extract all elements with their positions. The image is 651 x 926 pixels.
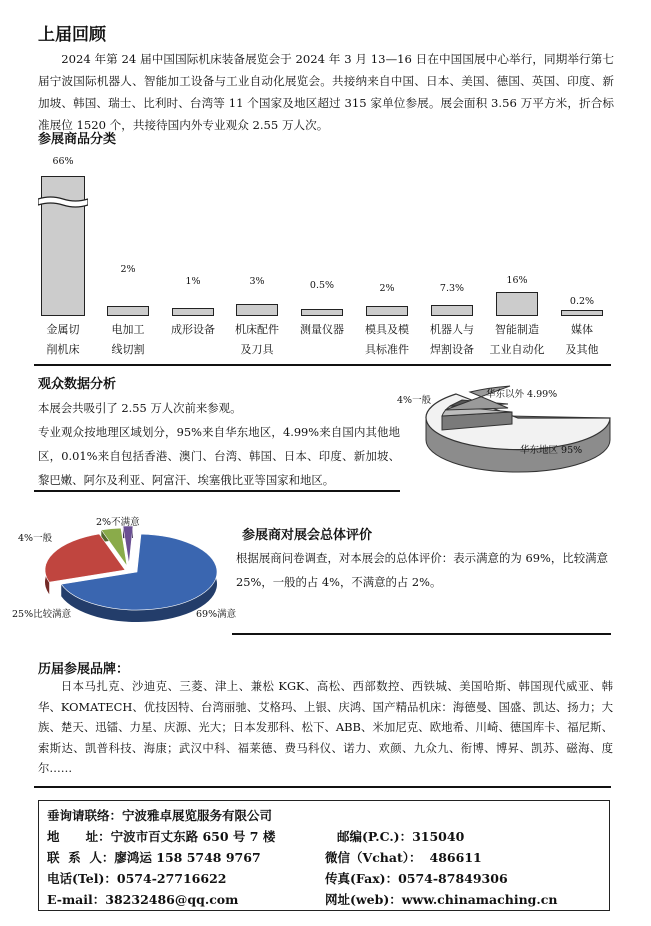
eval-label-unsatisfied: 2%不满意 (96, 517, 140, 528)
evaluation-title: 参展商对展会总体评价 (242, 528, 373, 543)
category-label-7: 智能制造 工业自动化 (489, 323, 545, 356)
contact-email-row (47, 890, 238, 908)
fax-label: 传真(Fax)： (325, 871, 399, 886)
wechat-label: 微信（Vchat）： (325, 850, 422, 865)
bar-8 (561, 310, 603, 316)
contact-fax-row (325, 869, 508, 887)
eval-label-satisfied: 69%满意 (196, 609, 237, 620)
category-label-5: 模具及模 具标准件 (365, 323, 409, 356)
wechat-value: 486611 (429, 850, 482, 865)
tel-label: 电话(Tel)： (47, 871, 117, 886)
audience-title: 观众数据分析 (38, 377, 117, 392)
address-value: 宁波市百丈东路 650 号 7 楼 (110, 829, 276, 844)
postcode-value: 315040 (412, 829, 465, 844)
email-label: E-mail： (47, 892, 106, 907)
review-paragraph: 2024 年第 24 届中国国际机床装备展览会于 2024 年 3 月 13—16 日在中国国展中心举行，同期举行第七届宁波国际机器人、智能加工设备与工业自动化展览会。共接纳来自中国、日本、美国、德国、英国、印度、新加坡、韩国、瑞士、比利时、台湾等 11 个国家及地区超过 315 家单位参展。展会面积 3.56 万平方米，折合标准展位 1520 个，共接待国内外专业观众 2.55 万人次。 (38, 52, 614, 132)
eval-label-fairly-satisfied: 25%比较满意 (12, 609, 72, 620)
postcode-label: 邮编(P.C.)： (337, 829, 413, 844)
audience-line2: 专业观众按地理区域划分，95%来自华东地区，4.99%来自国内其他地区，0.01%来自包括香港、澳门、台湾、韩国、日本、印度、新加坡、黎巴嫩、阿尔及利亚、阿富汗、埃塞俄比亚等国家和地区。 (38, 425, 400, 487)
contact-heading-label: 垂询请联络： (47, 808, 123, 823)
evaluation-text: 根据展商问卷调查，对本展会的总体评价：表示满意的为 69%，比较满意 25%，一般的占 4%，不满意的占 2%。 (236, 551, 608, 589)
axis-break-icon (38, 196, 88, 208)
bar-label-2: 1% (185, 276, 201, 287)
category-label-8: 媒体 及其他 (565, 323, 599, 356)
category-label-2: 成形设备 (171, 323, 215, 336)
contact-box (38, 800, 610, 911)
web-label: 网址(web)： (325, 892, 402, 907)
bar-label-7: 16% (506, 275, 528, 286)
bar-3 (236, 304, 278, 316)
contact-company: 宁波雅卓展览服务有限公司 (122, 808, 273, 823)
bar-label-3: 3% (249, 276, 265, 287)
category-label-4: 测量仪器 (300, 323, 344, 336)
contact-tel-row (47, 869, 226, 887)
email-link[interactable]: 38232486@qq.com (105, 892, 239, 907)
category-label-3: 机床配件 及刀具 (235, 323, 279, 356)
region-label-overseas: 4%一般 (397, 395, 432, 406)
audience-line1: 本展会共吸引了 2.55 万人次前来参观。 (38, 401, 242, 415)
review-title: 上届回顾 (38, 25, 106, 45)
divider (34, 490, 400, 492)
contact-address-row (47, 827, 275, 845)
bar-label-1: 2% (120, 264, 136, 275)
bar-label-8: 0.2% (569, 296, 595, 307)
divider (34, 364, 611, 366)
contact-wechat-row (325, 848, 482, 866)
web-link[interactable]: www.chinamaching.cn (401, 892, 558, 907)
category-label-1: 电加工 线切割 (111, 323, 145, 356)
bar-2 (172, 308, 214, 316)
brands-text: 日本马扎克、沙迪克、三菱、津上、兼松 KGK、高松、西部数控、西铁城、美国哈斯、韩国现代威亚、韩华、KOMATECH、优技因特、台湾丽驰、艾格玛、上银、庆鸿、国产精品机床：海德曼、国盛、凯达、扬力；大族、楚天、迅镭、力星、庆源、光大；日本发那科、松下、ABB、米加尼克、欧地希、川崎、德国库卡、福尼斯、索斯达、凯普科技、海康；武汉中科、福莱德、费马科仪、诺力、欢颜、九众九、衔博、博昇、凯苏、磁海、度尔…… (38, 679, 613, 775)
tel-value: 0574-27716622 (116, 871, 227, 886)
bar-7 (496, 292, 538, 316)
contact-postcode-row (337, 827, 464, 845)
bar-label-5: 2% (379, 283, 395, 294)
bar-1 (107, 306, 149, 316)
bar-6 (431, 305, 473, 316)
bar-label-0: 66% (52, 156, 74, 167)
person-label: 联 系 人： (47, 850, 115, 865)
contact-web-row (325, 890, 557, 908)
categories-title: 参展商品分类 (38, 132, 117, 147)
fax-value: 0574-87849306 (398, 871, 508, 886)
eval-label-average: 4%一般 (18, 533, 53, 544)
bar-label-4: 0.5% (309, 280, 335, 291)
region-label-east: 华东地区 95% (520, 445, 583, 456)
category-label-0: 金属切 削机床 (46, 323, 80, 356)
divider (232, 633, 611, 635)
bar-5 (366, 306, 408, 316)
address-label: 地 址： (47, 829, 111, 844)
region-label-outside: 华东以外 4.99% (486, 389, 558, 400)
contact-person-row (47, 848, 261, 866)
category-bar-chart (0, 0, 651, 360)
person-value: 廖鸿运 158 5748 9767 (114, 850, 261, 865)
bar-label-6: 7.3% (439, 283, 465, 294)
category-label-6: 机器人与 焊割设备 (430, 323, 474, 356)
contact-heading (47, 806, 272, 824)
divider (34, 786, 611, 788)
bar-4 (301, 309, 343, 316)
brands-title: 历届参展品牌： (38, 662, 130, 677)
